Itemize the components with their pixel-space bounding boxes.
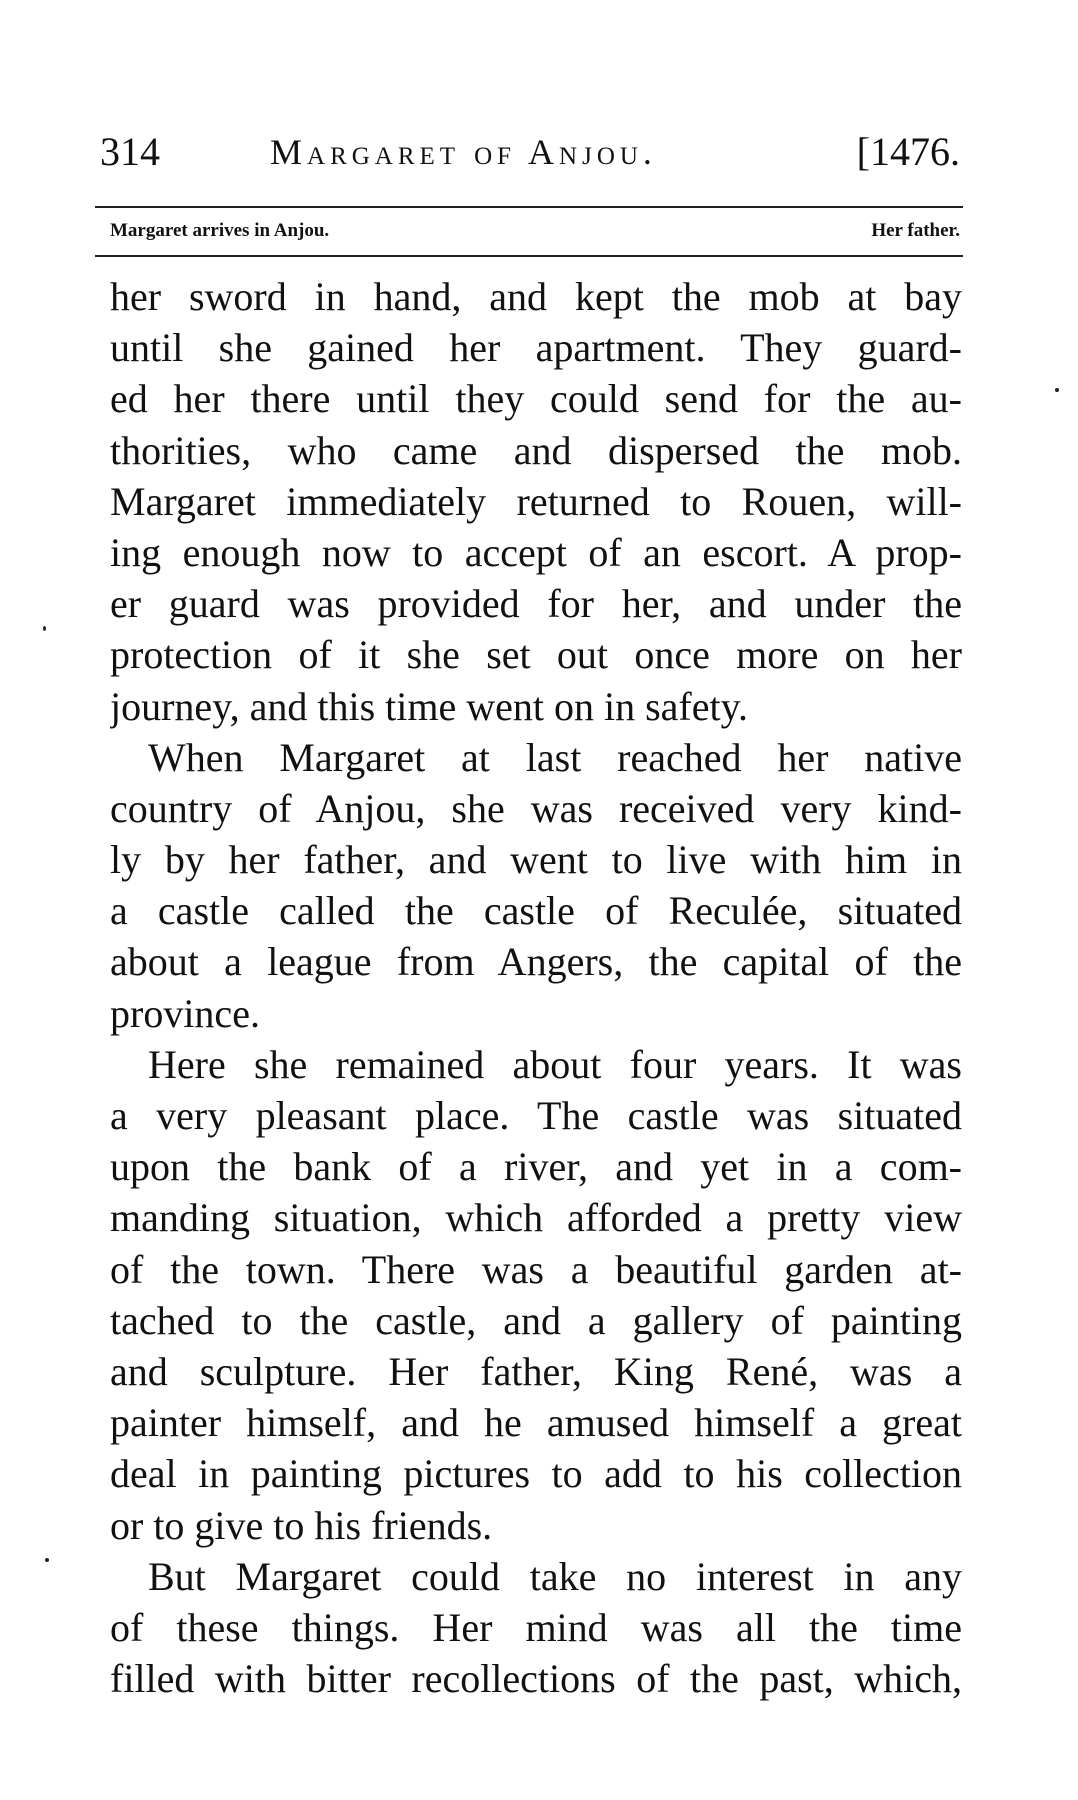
header-rule-bottom [95, 255, 963, 257]
text-line: painter himself, and he amused himself a great [110, 1400, 962, 1446]
text-line: or to give to his friends. [110, 1502, 493, 1548]
ink-speck [1055, 388, 1059, 392]
text-line: ing enough now to accept of an escort. A prop- [110, 529, 962, 575]
ink-speck [45, 1558, 49, 1562]
header-rule-top [95, 206, 963, 208]
text-line: er guard was provided for her, and under the [110, 581, 962, 627]
subheading-row [110, 213, 960, 249]
text-line: Margaret immediately returned to Rouen, will- [110, 478, 962, 524]
text-line: upon the bank of a river, and yet in a com- [110, 1144, 962, 1190]
text-line: ly by her father, and went to live with him in [110, 837, 962, 883]
text-line: and sculpture. Her father, King René, was a [110, 1348, 962, 1394]
text-line: manding situation, which afforded a pretty view [110, 1195, 962, 1241]
text-line: of these things. Her mind was all the time [110, 1604, 962, 1650]
text-line: country of Anjou, she was received very kind- [110, 785, 962, 831]
paragraph-first-line: When Margaret at last reached her native [148, 734, 962, 780]
text-line: deal in painting pictures to add to his collection [110, 1451, 962, 1497]
text-line: province. [110, 990, 260, 1036]
text-line: her sword in hand, and kept the mob at bay [110, 274, 962, 319]
text-line: a very pleasant place. The castle was situated [110, 1093, 962, 1138]
text-line: tached to the castle, and a gallery of painting [110, 1297, 962, 1343]
text-line: filled with bitter recollections of the past, which, [110, 1656, 962, 1702]
text-line: about a league from Angers, the capital of the [110, 939, 962, 985]
text-line: until she gained her apartment. They guard- [110, 325, 962, 371]
paragraph-first-line: Here she remained about four years. It was [148, 1041, 962, 1087]
body-text [110, 271, 962, 1704]
text-line: journey, and this time went on in safety. [110, 683, 749, 729]
text-line: ed her there until they could send for the au- [110, 376, 962, 422]
paragraph-first-line: But Margaret could take no interest in any [148, 1553, 962, 1599]
text-line: of the town. There was a beautiful garden at- [110, 1246, 962, 1292]
page-number: 314 [100, 129, 160, 174]
header-year: [1476. [856, 129, 960, 174]
ink-speck [43, 626, 46, 631]
subheading-right: Her father. [871, 220, 960, 241]
subheading-left: Margaret arrives in Anjou. [110, 220, 330, 241]
text-line: protection of it she set out once more on her [110, 632, 962, 678]
running-title: Margaret of Anjou. [270, 132, 657, 172]
text-line: a castle called the castle of Reculée, situated [110, 888, 962, 934]
page-header [100, 126, 960, 186]
text-line: thorities, who came and dispersed the mob. [110, 427, 962, 473]
